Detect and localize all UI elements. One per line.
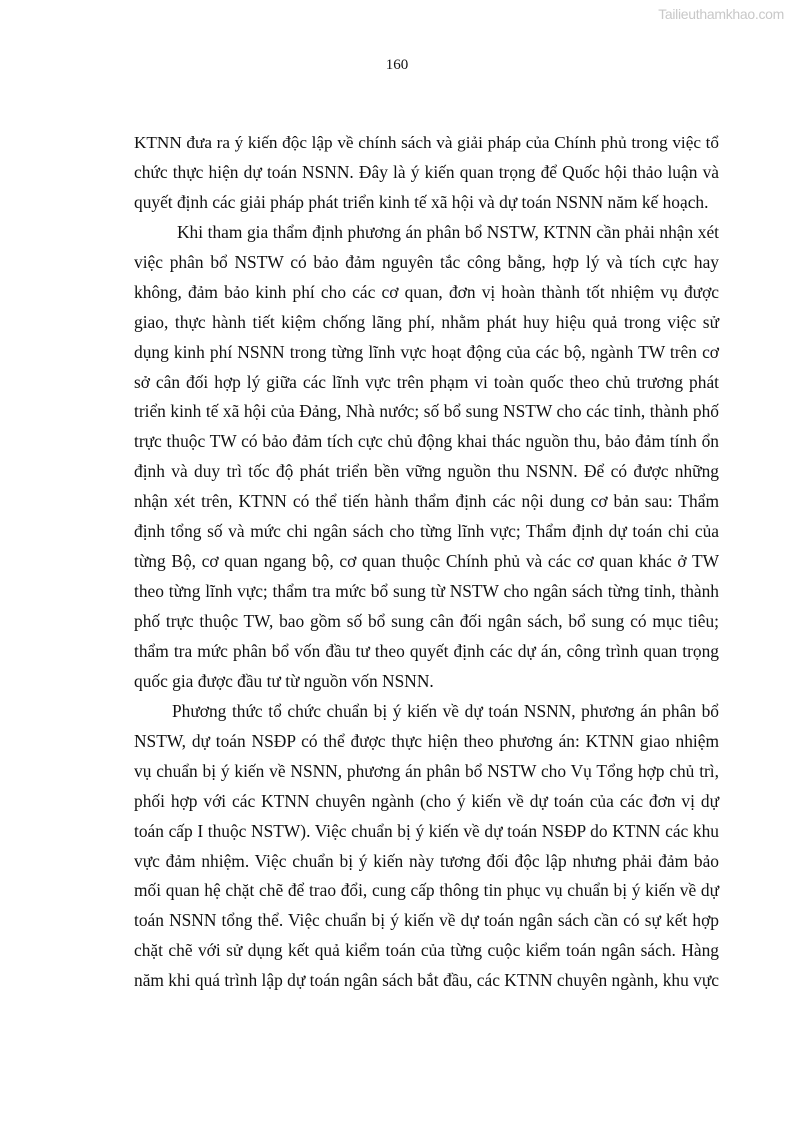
text-line: nhận xét trên, KTNN có thể tiến hành thẩm định các nội dung cơ bản sau: Thẩm xyxy=(134,491,719,512)
text-line: theo từng lĩnh vực; thẩm tra mức bổ sung từ NSTW cho ngân sách từng tỉnh, thành xyxy=(134,581,719,602)
watermark: Tailieuthamkhao.com xyxy=(658,6,784,22)
text-line: toán cấp I thuộc NSTW). Việc chuẩn bị ý kiến về dự toán NSĐP do KTNN các khu xyxy=(134,820,719,841)
text-line: vực đảm nhiệm. Việc chuẩn bị ý kiến này tương đối độc lập nhưng phải đảm bảo xyxy=(134,850,719,871)
text-line: giao, thực hành tiết kiệm chống lãng phí, nhằm phát huy hiệu quả trong việc sử xyxy=(134,311,719,332)
paragraph-3 xyxy=(134,697,719,996)
text-line: việc phân bổ NSTW có bảo đảm nguyên tắc công bằng, hợp lý và tích cực hay xyxy=(134,251,719,272)
text-line: năm khi quá trình lập dự toán ngân sách bắt đầu, các KTNN chuyên ngành, khu vực xyxy=(134,970,719,991)
text-line: trực thuộc TW có bảo đảm tích cực chủ động khai thác nguồn thu, bảo đảm tính ổn xyxy=(134,431,719,452)
text-line: quốc gia được đầu tư từ nguồn vốn NSNN. xyxy=(134,670,434,691)
text-line: từng Bộ, cơ quan ngang bộ, cơ quan thuộc Chính phủ và các cơ quan khác ở TW xyxy=(134,551,719,572)
text-line: phố trực thuộc TW, bao gồm số bổ sung cân đối ngân sách, bổ sung có mục tiêu; xyxy=(134,611,719,631)
text-line: định tổng số và mức chi ngân sách cho từng lĩnh vực; Thẩm định dự toán chi của xyxy=(134,521,719,542)
body-text xyxy=(134,128,719,996)
text-line: toán NSNN tổng thể. Việc chuẩn bị ý kiến về dự toán ngân sách cần có sự kết hợp xyxy=(134,910,719,931)
text-line: không, đảm bảo kinh phí cho các cơ quan, đơn vị hoàn thành tốt nhiệm vụ được xyxy=(134,281,719,302)
text-line: NSTW, dự toán NSĐP có thể được thực hiện theo phương án: KTNN giao nhiệm xyxy=(134,730,719,751)
text-line: dụng kinh phí NSNN trong từng lĩnh vực hoạt động của các bộ, ngành TW trên cơ xyxy=(134,341,719,362)
text-line: phối hợp với các KTNN chuyên ngành (cho ý kiến về dự toán của các đơn vị dự xyxy=(134,790,719,811)
text-line: triển kinh tế xã hội của Đảng, Nhà nước; số bổ sung NSTW cho các tỉnh, thành phố xyxy=(134,401,719,422)
text-line: thẩm tra mức phân bổ vốn đầu tư theo quyết định các dự án, công trình quan trọng xyxy=(134,640,719,661)
text-line: quyết định các giải pháp phát triển kinh tế xã hội và dự toán NSNN năm kế hoạch. xyxy=(134,191,709,212)
paragraph-2 xyxy=(134,218,719,697)
text-line: KTNN đưa ra ý kiến độc lập về chính sách và giải pháp của Chính phủ trong việc tổ xyxy=(134,133,719,152)
text-line: chức thực hiện dự toán NSNN. Đây là ý kiến quan trọng để Quốc hội thảo luận và xyxy=(134,161,719,182)
text-line: sở cân đối hợp lý giữa các lĩnh vực trên phạm vi toàn quốc theo chủ trương phát xyxy=(134,371,719,392)
paragraph-1 xyxy=(134,128,719,218)
text-line: mối quan hệ chặt chẽ để trao đổi, cung cấp thông tin phục vụ chuẩn bị ý kiến về dự xyxy=(134,880,719,901)
text-line: vụ chuẩn bị ý kiến về NSNN, phương án phân bổ NSTW cho Vụ Tổng hợp chủ trì, xyxy=(134,760,719,781)
text-line: định và duy trì tốc độ phát triển bền vững nguồn thu NSNN. Để có được những xyxy=(134,461,719,482)
text-line: chặt chẽ với sử dụng kết quả kiểm toán của từng cuộc kiểm toán ngân sách. Hàng xyxy=(134,940,719,961)
text-line: Khi tham gia thẩm định phương án phân bổ NSTW, KTNN cần phải nhận xét xyxy=(177,221,719,242)
page-number: 160 xyxy=(385,57,409,73)
text-line: Phương thức tổ chức chuẩn bị ý kiến về dự toán NSNN, phương án phân bổ xyxy=(172,700,719,721)
